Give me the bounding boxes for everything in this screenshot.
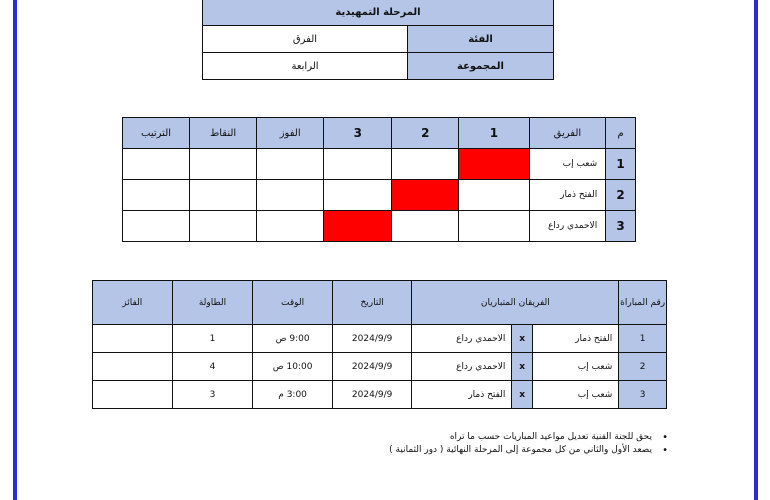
- result-cell: [392, 211, 459, 242]
- vs-marker: x: [512, 381, 532, 409]
- col-opp-2: 2: [392, 118, 459, 149]
- category-value: الفرق: [203, 26, 408, 53]
- blocked-cell: [392, 180, 459, 211]
- col-team: الفريق: [529, 118, 606, 149]
- col-index: م: [606, 118, 636, 149]
- standings-table: [122, 117, 636, 242]
- table-row: [123, 211, 636, 242]
- table-row: [123, 149, 636, 180]
- col-time: الوقت: [253, 281, 333, 325]
- team-name: الاحمدي رداع: [529, 211, 606, 242]
- rank-cell: [123, 211, 190, 242]
- note-item: • يحق للجنة الفنية تعديل مواعيد المباريات حسب ما تراه: [300, 431, 670, 444]
- team-name: شعب إب: [529, 149, 606, 180]
- team-name: الفتح ذمار: [529, 180, 606, 211]
- notes-list: [300, 431, 670, 457]
- result-cell: [392, 149, 459, 180]
- note-item: • يصعد الأول والثاني من كل مجموعة إلى المرحلة النهائية ( دور الثمانية ): [300, 444, 670, 457]
- team-a: شعب إب: [532, 353, 618, 381]
- table-row: [93, 381, 667, 409]
- team-b: الاحمدي رداع: [412, 325, 512, 353]
- group-value: الرابعة: [203, 53, 408, 80]
- wins-cell: [257, 180, 324, 211]
- match-time: 9:00 ص: [253, 325, 333, 353]
- col-teams: الفريقان المتباريان: [412, 281, 619, 325]
- vs-marker: x: [512, 325, 532, 353]
- col-date: التاريخ: [332, 281, 412, 325]
- result-cell: [324, 180, 392, 211]
- match-no: 1: [619, 325, 667, 353]
- col-rank: الترتيب: [123, 118, 190, 149]
- row-index: 3: [606, 211, 636, 242]
- table-row: [93, 353, 667, 381]
- col-opp-3: 3: [324, 118, 392, 149]
- rank-cell: [123, 149, 190, 180]
- points-cell: [190, 211, 257, 242]
- match-table: 3: [172, 381, 253, 409]
- group-label: المجموعة: [408, 53, 554, 80]
- table-row: [123, 180, 636, 211]
- col-opp-1: 1: [459, 118, 529, 149]
- match-winner: [93, 381, 173, 409]
- row-index: 2: [606, 180, 636, 211]
- wins-cell: [257, 149, 324, 180]
- match-date: 2024/9/9: [332, 353, 412, 381]
- wins-cell: [257, 211, 324, 242]
- match-time: 10:00 ص: [253, 353, 333, 381]
- match-time: 3:00 م: [253, 381, 333, 409]
- result-cell: [459, 211, 529, 242]
- match-winner: [93, 325, 173, 353]
- match-no: 3: [619, 381, 667, 409]
- col-wins: الفوز: [257, 118, 324, 149]
- result-cell: [324, 149, 392, 180]
- points-cell: [190, 180, 257, 211]
- stage-title: المرحلة التمهيدية: [203, 0, 554, 26]
- blocked-cell: [324, 211, 392, 242]
- page-border-left: [13, 0, 17, 500]
- result-cell: [459, 180, 529, 211]
- col-table: الطاولة: [172, 281, 253, 325]
- match-table: 1: [172, 325, 253, 353]
- match-date: 2024/9/9: [332, 325, 412, 353]
- match-no: 2: [619, 353, 667, 381]
- vs-marker: x: [512, 353, 532, 381]
- team-b: الاحمدي رداع: [412, 353, 512, 381]
- page-border-right: [754, 0, 758, 500]
- match-winner: [93, 353, 173, 381]
- points-cell: [190, 149, 257, 180]
- stage-info-table: [202, 0, 554, 80]
- team-b: الفتح ذمار: [412, 381, 512, 409]
- col-winner: الفائز: [93, 281, 173, 325]
- team-a: شعب إب: [532, 381, 618, 409]
- matches-table: [92, 280, 667, 409]
- col-match-no: رقم المباراة: [619, 281, 667, 325]
- rank-cell: [123, 180, 190, 211]
- table-row: [93, 325, 667, 353]
- category-label: الفئة: [408, 26, 554, 53]
- match-date: 2024/9/9: [332, 381, 412, 409]
- row-index: 1: [606, 149, 636, 180]
- blocked-cell: [459, 149, 529, 180]
- col-points: النقاط: [190, 118, 257, 149]
- match-table: 4: [172, 353, 253, 381]
- team-a: الفتح ذمار: [532, 325, 618, 353]
